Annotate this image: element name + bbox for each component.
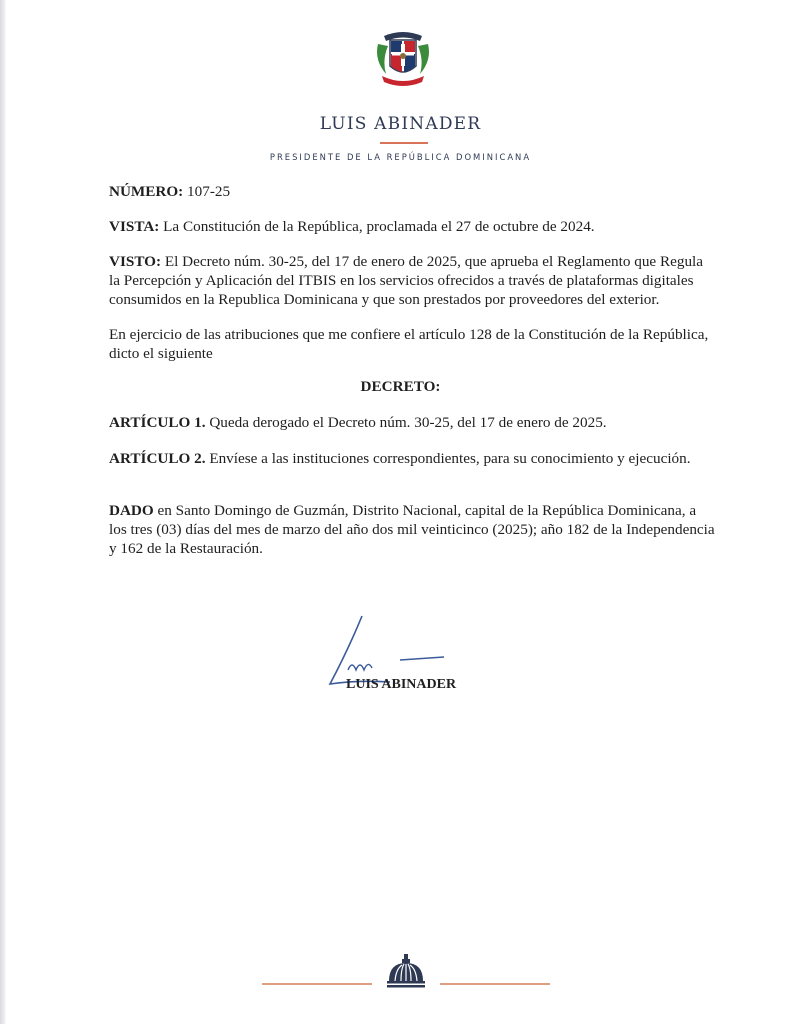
articulo-2-text: Envíese a las instituciones correspondientes, para su conocimiento y ejecución. bbox=[205, 450, 691, 467]
numero-label: NÚMERO: bbox=[109, 183, 184, 200]
header-subtitle: PRESIDENTE DE LA REPÚBLICA DOMINICANA bbox=[269, 152, 532, 162]
visto-paragraph bbox=[109, 252, 729, 309]
vista-label: VISTA: bbox=[109, 218, 160, 235]
visto-line-1: El Decreto núm. 30-25, del 17 de enero de 2025, que aprueba el Reglamento que Regula bbox=[161, 253, 703, 270]
ejercicio-line-1: En ejercicio de las atribuciones que me confiere el artículo 128 de la Constitución de la República, bbox=[109, 326, 709, 343]
dado-line-1: en Santo Domingo de Guzmán, Distrito Nacional, capital de la República Dominicana, a bbox=[153, 502, 697, 519]
articulo-1 bbox=[109, 413, 729, 432]
numero-line bbox=[109, 182, 729, 201]
articulo-1-text: Queda derogado el Decreto núm. 30-25, del 17 de enero de 2025. bbox=[205, 414, 607, 431]
dado-line-3: y 162 de la Restauración. bbox=[109, 540, 263, 557]
footer-line-left bbox=[262, 983, 372, 985]
palace-dome-icon bbox=[385, 953, 427, 989]
footer-line-right bbox=[440, 983, 550, 985]
ejercicio-line-2: dicto el siguiente bbox=[109, 345, 213, 362]
numero-value: 107-25 bbox=[183, 183, 231, 200]
articulo-1-label: ARTÍCULO 1. bbox=[109, 414, 206, 431]
visto-label: VISTO: bbox=[109, 253, 162, 270]
articulo-2-label: ARTÍCULO 2. bbox=[109, 450, 206, 467]
decreto-title: DECRETO: bbox=[360, 378, 441, 395]
header-divider bbox=[380, 142, 428, 144]
dado-label: DADO bbox=[109, 502, 154, 519]
vista-text: La Constitución de la República, proclamada el 27 de octubre de 2024. bbox=[159, 218, 595, 235]
dado-line-2: los tres (03) días del mes de marzo del año dos mil veinticinco (2025); año 182 de la Independencia bbox=[109, 521, 715, 538]
coat-of-arms-icon bbox=[370, 26, 436, 92]
vista-line bbox=[109, 217, 729, 236]
visto-line-2: la Percepción y Aplicación del ITBIS en los servicios ofrecidos a través de plataformas digitales bbox=[109, 272, 694, 289]
articulo-2 bbox=[109, 449, 729, 468]
header-name: LUIS ABINADER bbox=[319, 114, 482, 134]
visto-line-3: consumidos en la Republica Dominicana y que son prestados por proveedores del exterior. bbox=[109, 291, 660, 308]
dado-paragraph bbox=[109, 501, 729, 558]
signature-name: LUIS ABINADER bbox=[346, 677, 457, 692]
ejercicio-paragraph bbox=[109, 325, 729, 363]
